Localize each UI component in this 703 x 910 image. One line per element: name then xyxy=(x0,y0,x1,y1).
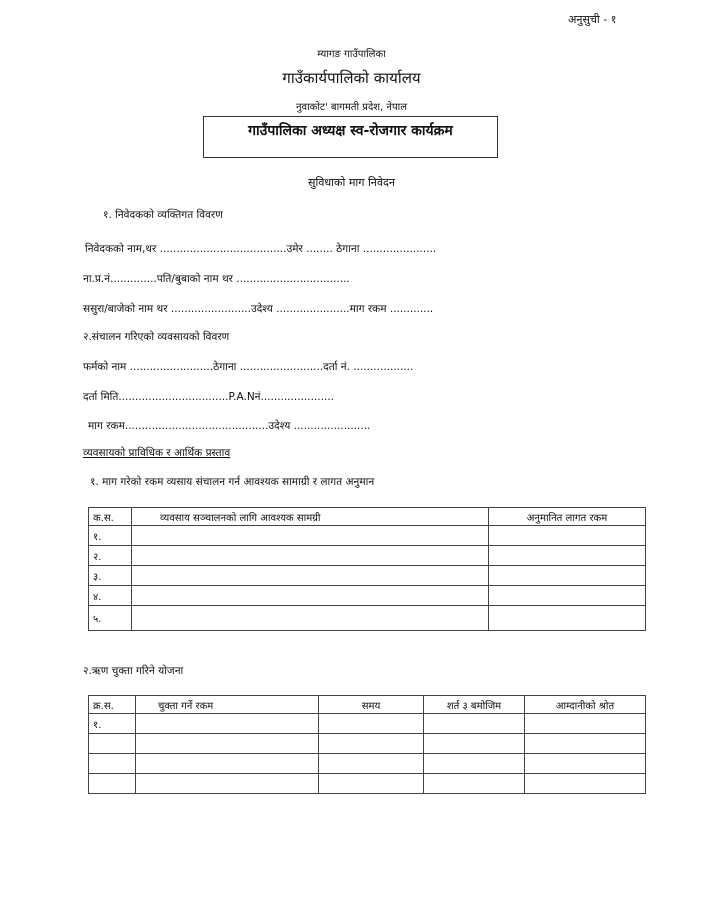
table-cell xyxy=(89,774,136,794)
requested-amount-line: माग रकम...........................................उदेश्य ....................... xyxy=(88,420,371,432)
table-row xyxy=(89,526,646,546)
repayment-heading: २.ऋण चुक्ता गरिने योजना xyxy=(83,665,184,677)
table-cell xyxy=(89,734,136,754)
table-cell xyxy=(319,774,424,794)
annex-label: अनुसुची - १ xyxy=(568,13,617,26)
table-cell xyxy=(89,754,136,774)
table-cell xyxy=(424,734,525,754)
table-cell: ४. xyxy=(89,586,132,606)
table-cell xyxy=(424,774,525,794)
table-row xyxy=(89,734,646,754)
table-cell xyxy=(525,774,646,794)
table-cell xyxy=(132,586,489,606)
table-cell xyxy=(525,714,646,734)
proposal-subheading: १. माग गरेको रकम व्यसाय संचालन गर्न आवश्यक सामाग्री र लागत अनुमान xyxy=(90,476,375,488)
table-cell xyxy=(132,526,489,546)
table-row xyxy=(89,546,646,566)
table-row xyxy=(89,754,646,774)
table-header-cell: अनुमानित लागत रकम xyxy=(489,508,646,526)
table-cell xyxy=(525,754,646,774)
table-cell xyxy=(489,586,646,606)
table-cell xyxy=(424,754,525,774)
table-header-row xyxy=(89,508,646,526)
table-header-cell: क्र.स. xyxy=(89,696,136,714)
table-cell: १. xyxy=(89,526,132,546)
table-row xyxy=(89,606,646,631)
table-cell xyxy=(489,526,646,546)
office-title: गाउँकार्यपालिको कार्यालय xyxy=(282,69,421,87)
program-title: गाउँपालिका अध्यक्ष स्व-रोजगार कार्यक्रम xyxy=(248,123,453,139)
repayment-table xyxy=(88,695,646,794)
applicant-name-line: निवेदकको नाम,थर ......................................उमेर ........ ठेगाना ...................... xyxy=(85,243,437,255)
table-header-cell: समय xyxy=(319,696,424,714)
municipality-name: म्यागङ गाउँपालिका xyxy=(317,49,386,60)
table-cell xyxy=(319,714,424,734)
table-cell: २. xyxy=(89,546,132,566)
table-header-cell: व्यवसाय सञ्चालनको लागि आवश्यक सामग्री xyxy=(132,508,489,526)
table-cell xyxy=(136,754,319,774)
table-row xyxy=(89,774,646,794)
table-header-row xyxy=(89,696,646,714)
table-cell xyxy=(424,714,525,734)
table-cell xyxy=(136,714,319,734)
registration-date-line: दर्ता मिति.................................P.A.Nनं...................... xyxy=(83,391,334,403)
table-cell: ३. xyxy=(89,566,132,586)
table-row xyxy=(89,566,646,586)
section1-heading: १. निवेदकको व्यक्तिगत विवरण xyxy=(103,209,223,221)
table-cell xyxy=(132,566,489,586)
firm-name-line: फर्मको नाम .........................ठेगाना .........................दर्ता नं. .................. xyxy=(83,361,414,373)
table-cell: ५. xyxy=(89,606,132,631)
table-cell xyxy=(489,606,646,631)
table-row xyxy=(89,586,646,606)
table-cell xyxy=(136,774,319,794)
table-cell xyxy=(525,734,646,754)
grandfather-line: ससुरा/बाजेको नाम थर ........................उदेश्य ......................माग रकम ............. xyxy=(83,303,434,315)
office-address: नुवाकोट' बागमती प्रदेश, नेपाल xyxy=(295,102,408,113)
table-cell xyxy=(132,546,489,566)
application-title: सुविधाको माग निवेदन xyxy=(308,176,395,189)
section2-heading: २.संचालन गरिएको व्यवसायको विवरण xyxy=(83,331,230,343)
cost-estimate-table xyxy=(88,507,646,631)
table-header-cell: आम्दानीको श्रोत xyxy=(525,696,646,714)
table-cell: १. xyxy=(89,714,136,734)
table-cell xyxy=(319,754,424,774)
table-cell xyxy=(319,734,424,754)
table-cell xyxy=(136,734,319,754)
proposal-heading: व्यवसायको प्राविधिक र आर्थिक प्रस्ताव xyxy=(83,447,231,459)
table-header-cell: शर्त ३ बमोजिम xyxy=(424,696,525,714)
table-header-cell: चुक्ता गर्ने रकम xyxy=(136,696,319,714)
table-row xyxy=(89,714,646,734)
table-cell xyxy=(132,606,489,631)
table-cell xyxy=(489,546,646,566)
citizenship-line: ना.प्र.नं..............पति/बुबाको नाम थर .................................. xyxy=(83,273,350,285)
table-header-cell: क.स. xyxy=(89,508,132,526)
program-title-box xyxy=(203,116,498,158)
table-cell xyxy=(489,566,646,586)
